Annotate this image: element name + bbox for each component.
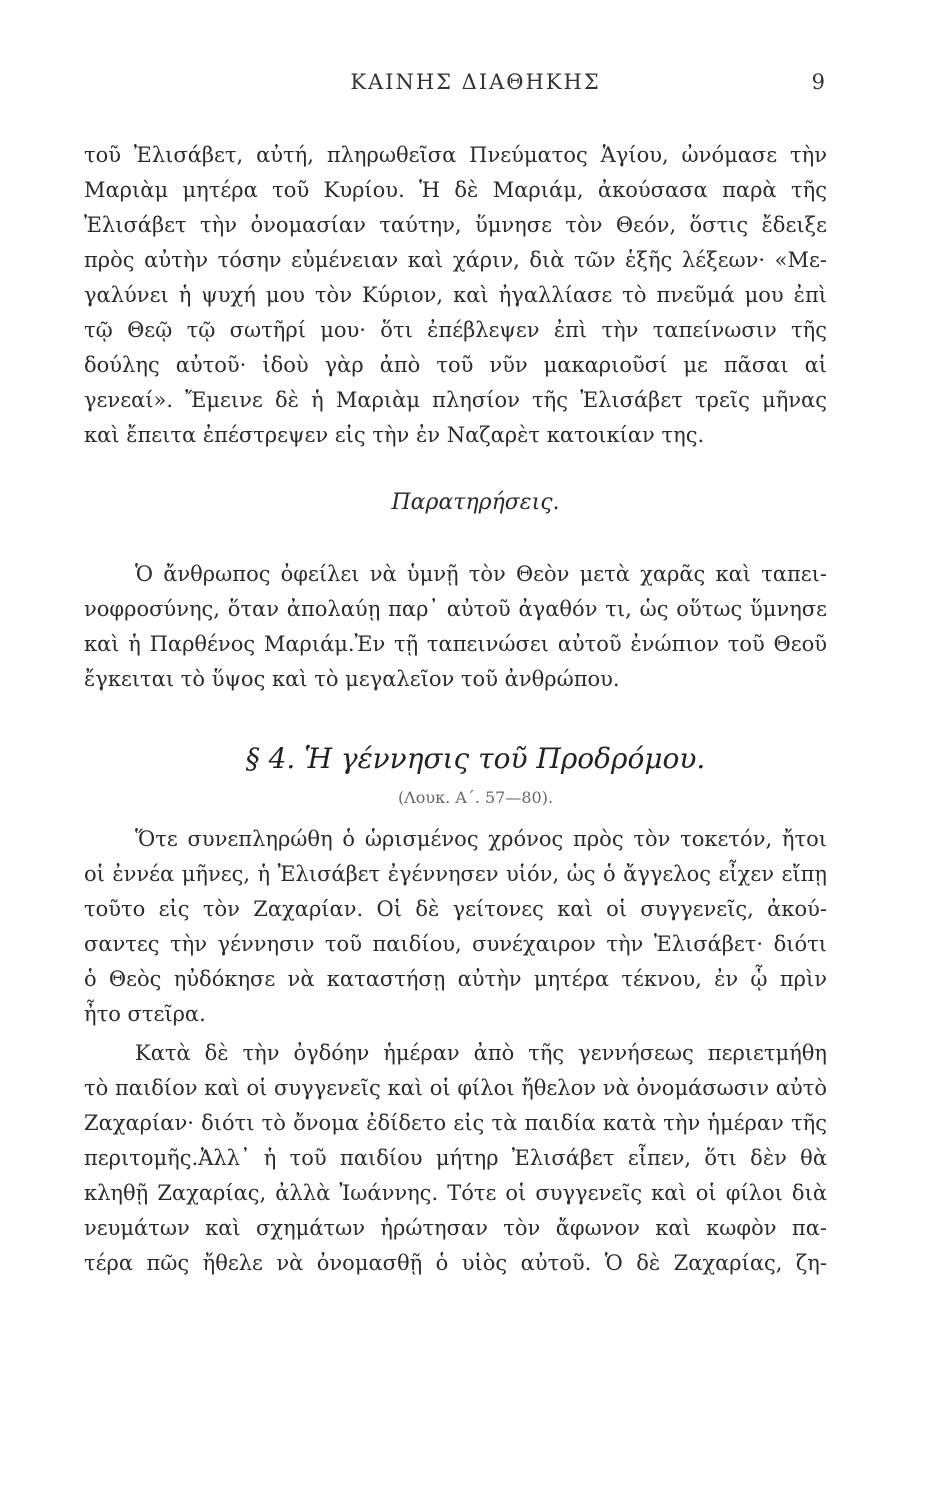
text-line: σαντες τὴν γέννησιν τοῦ παιδίου, συνέχαιρον τὴν Ἐλισάβετ· διότι bbox=[84, 932, 827, 956]
text-line: Ὁ ἄνθρωπος ὀφείλει νὰ ὑμνῇ τὸν Θεὸν μετὰ χαρᾶς καὶ ταπει- bbox=[135, 562, 827, 586]
text-line: ἔγκειται τὸ ὕψος καὶ τὸ μεγαλεῖον τοῦ ἀνθρώπου. bbox=[84, 667, 620, 691]
text-line: καὶ ἔπειτα ἐπέστρεψεν εἰς τὴν ἐν Ναζαρὲτ κατοικίαν της. bbox=[84, 423, 705, 447]
text-line: τοῦτο εἰς τὸν Ζαχαρίαν. Οἱ δὲ γείτονες καὶ οἱ συγγενεῖς, ἀκού- bbox=[84, 897, 827, 921]
text-line: γαλύνει ἡ ψυχή μου τὸν Κύριον, καὶ ἠγαλλίασε τὸ πνεῦμά μου ἐπὶ bbox=[84, 283, 827, 307]
text-line: πρὸς αὐτὴν τόσην εὐμένειαν καὶ χάριν, διὰ τῶν ἑξῆς λέξεων· «Με- bbox=[84, 248, 827, 272]
text-line: τῷ Θεῷ τῷ σωτῆρί μου· ὅτι ἐπέβλεψεν ἐπὶ τὴν ταπείνωσιν τῆς bbox=[84, 318, 827, 342]
text-line: ἦτο στεῖρα. bbox=[84, 1002, 206, 1026]
running-header bbox=[0, 70, 951, 110]
text-line: Κατὰ δὲ τὴν ὀγδόην ἡμέραν ἀπὸ τῆς γεννήσεως περιετμήθη bbox=[135, 1041, 827, 1065]
running-title: ΚΑΙΝΗΣ ΔΙΑΘΗΚΗΣ bbox=[350, 70, 601, 94]
text-line: γενεαί». Ἔμεινε δὲ ἡ Μαριὰμ πλησίον τῆς Ἐλισάβετ τρεῖς μῆνας bbox=[84, 388, 827, 412]
text-line: τὸ παιδίον καὶ οἱ συγγενεῖς καὶ οἱ φίλοι ἤθελον νὰ ὀνομάσωσιν αὐτὸ bbox=[84, 1076, 827, 1100]
text-line: τοῦ Ἐλισάβετ, αὐτή, πληρωθεῖσα Πνεύματος Ἁγίου, ὠνόμασε τὴν bbox=[84, 143, 827, 167]
text-line: δούλης αὐτοῦ· ἰδοὺ γὰρ ἀπὸ τοῦ νῦν μακαριοῦσί με πᾶσαι αἱ bbox=[84, 353, 827, 377]
text-line: τέρα πῶς ἤθελε νὰ ὀνομασθῇ ὁ υἱὸς αὐτοῦ. Ὁ δὲ Ζαχαρίας, ζη- bbox=[84, 1251, 827, 1275]
page-number: 9 bbox=[811, 70, 825, 94]
text-line: Ὅτε συνεπληρώθη ὁ ὡρισμένος χρόνος πρὸς τὸν τοκετόν, ἤτοι bbox=[135, 827, 827, 851]
text-line: περιτομῆς.Ἀλλ᾽ ἡ τοῦ παιδίου μήτηρ Ἐλισάβετ εἶπεν, ὅτι δὲν θὰ bbox=[84, 1146, 827, 1170]
text-line: νευμάτων καὶ σχημάτων ἠρώτησαν τὸν ἄφωνον καὶ κωφὸν πα- bbox=[84, 1216, 827, 1240]
section-citation: (Λουκ. Α΄. 57—80). bbox=[397, 788, 554, 807]
section-heading: § 4. Ἡ γέννησις τοῦ Προδρόμου. bbox=[245, 742, 706, 775]
text-line: Ζαχαρίαν· διότι τὸ ὄνομα ἐδίδετο εἰς τὰ παιδία κατὰ τὴν ἡμέραν τῆς bbox=[84, 1111, 827, 1135]
text-line: ὁ Θεὸς ηὐδόκησε νὰ καταστήσῃ αὐτὴν μητέρα τέκνου, ἐν ᾧ πρὶν bbox=[84, 967, 827, 991]
text-line: Μαριὰμ μητέρα τοῦ Κυρίου. Ἡ δὲ Μαριάμ, ἀκούσασα παρὰ τῆς bbox=[84, 178, 827, 202]
text-line: καὶ ἡ Παρθένος Μαριάμ.Ἐν τῇ ταπεινώσει αὐτοῦ ἐνώπιον τοῦ Θεοῦ bbox=[84, 632, 827, 656]
text-line: Ἐλισάβετ τὴν ὀνομασίαν ταύτην, ὕμνησε τὸν Θεόν, ὅστις ἔδειξε bbox=[84, 213, 827, 237]
observations-heading: Παρατηρήσεις. bbox=[391, 490, 560, 515]
text-line: οἱ ἐννέα μῆνες, ἡ Ἐλισάβετ ἐγέννησεν υἱόν, ὡς ὁ ἄγγελος εἶχεν εἴπῃ bbox=[84, 862, 827, 886]
text-line: κληθῇ Ζαχαρίας, ἀλλὰ Ἰωάννης. Τότε οἱ συγγενεῖς καὶ οἱ φίλοι διὰ bbox=[84, 1181, 827, 1205]
text-line: νοφροσύνης, ὅταν ἀπολαύῃ παρ᾽ αὐτοῦ ἀγαθόν τι, ὡς οὕτως ὕμνησε bbox=[84, 597, 827, 621]
